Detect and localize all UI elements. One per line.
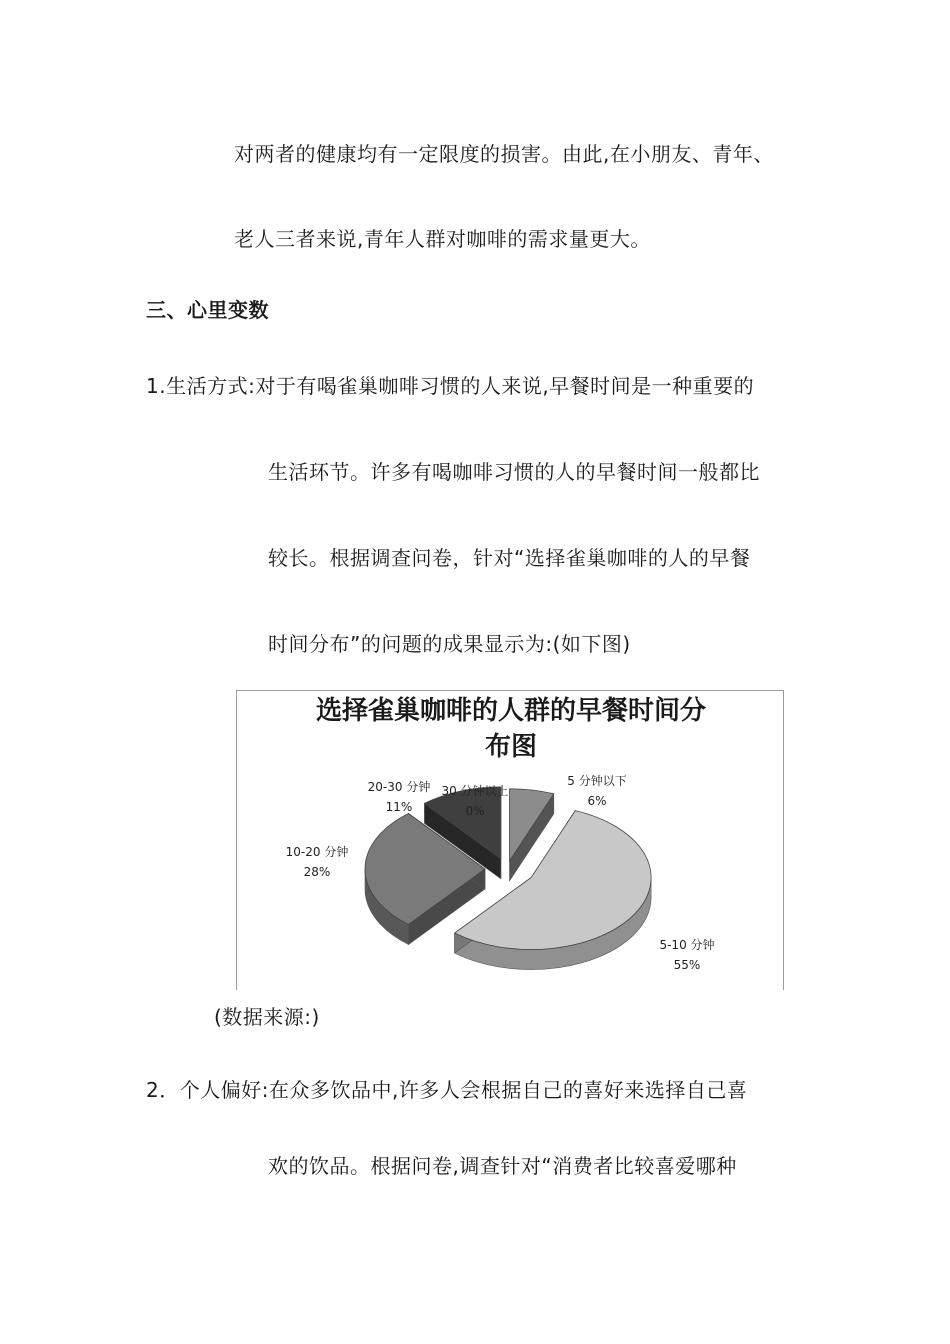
paragraph-line: 欢的饮品。根据问卷,调查针对“消费者比较喜爱哪种 [268, 1154, 737, 1178]
source-note: (数据来源:) [214, 1005, 320, 1029]
chart-title: 选择雀巢咖啡的人群的早餐时间分 [315, 696, 706, 726]
pie-slice-value-label: 55% [673, 958, 701, 972]
paragraph-line: 时间分布”的问题的成果显示为:(如下图) [268, 632, 631, 656]
pie-slice-label: 20-30 分钟 [367, 780, 431, 794]
list-item-lifestyle: 1.生活方式:对于有喝雀巢咖啡习惯的人来说,早餐时间是一种重要的 [146, 374, 755, 398]
paragraph-line: 较长。根据调查问卷，针对“选择雀巢咖啡的人的早餐 [268, 546, 751, 570]
pie-slice [510, 789, 554, 861]
section-heading: 三、心里变数 [146, 298, 269, 322]
paragraph-line: 生活环节。许多有喝咖啡习惯的人的早餐时间一般都比 [268, 460, 760, 484]
pie-chart-plot [237, 691, 785, 991]
paragraph-line: 老人三者来说,青年人群对咖啡的需求量更大。 [234, 227, 651, 251]
chart-title-continued: 布图 [484, 732, 537, 762]
pie-slice-value-label: 6% [587, 794, 607, 808]
pie-slice-label: 5-10 分钟 [659, 938, 715, 952]
pie-slice-label: 5 分钟以下 [567, 774, 627, 788]
pie-slice-label: 30 分钟以上 [441, 784, 509, 798]
pie-chart [236, 690, 784, 990]
pie-slice-value-label: 28% [303, 865, 331, 879]
pie-slice-value-label: 11% [385, 800, 413, 814]
list-item-preference: 2．个人偏好:在众多饮品中,许多人会根据自己的喜好来选择自己喜 [146, 1078, 748, 1102]
paragraph-line: 对两者的健康均有一定限度的损害。由此,在小朋友、青年、 [234, 142, 774, 166]
pie-slice-label: 10-20 分钟 [285, 845, 349, 859]
pie-slice-value-label: 0% [465, 804, 485, 818]
